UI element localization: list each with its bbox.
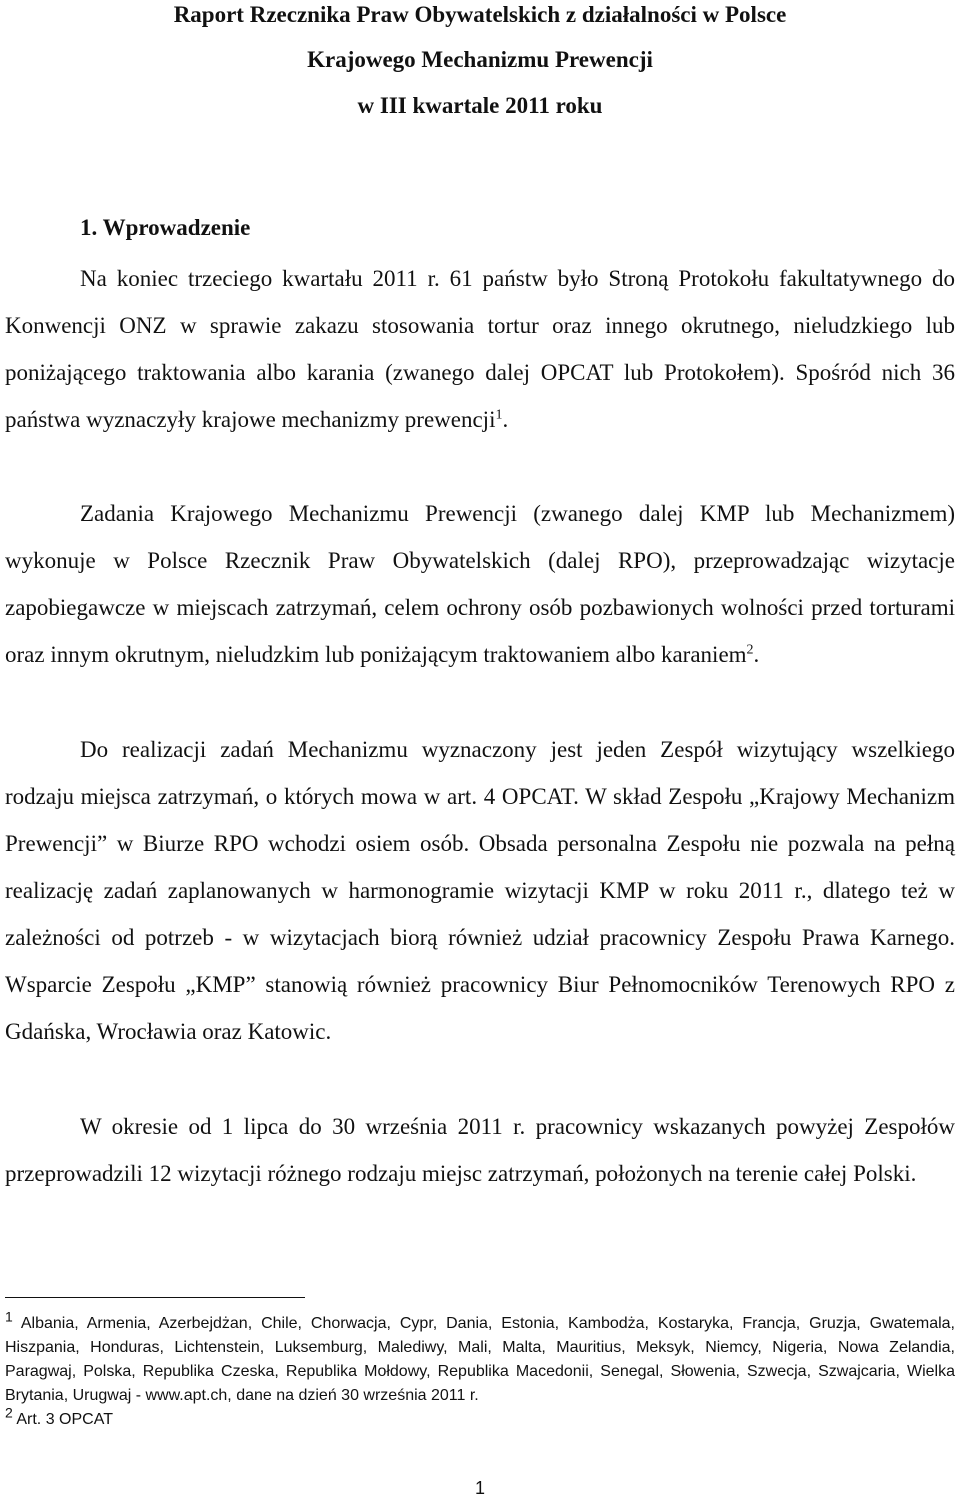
paragraph-kmp-tasks-end: . [753,642,760,667]
footnote-separator [5,1297,305,1298]
paragraph-visits-summary: W okresie od 1 lipca do 30 września 2011 r. pracownicy wskazanych powyżej Zespołów przeprowadzili 12 wizytacji różnego rodzaju miejsc zatrzymań, położonych na terenie całej Polski. [5,1114,955,1186]
paragraph-introduction-text: Na koniec trzeciego kwartału 2011 r. 61 państw było Stroną Protokołu fakultatywnego do Konwencji ONZ w sprawie zakazu stosowania tortur oraz innego okrutnego, nieludzkiego lub poniżającego traktowania albo karania (zwanego dalej OPCAT lub Protokołem). Spośród nich 36 państwa wyznaczyły krajowe mechanizmy prewencji [5,266,955,432]
report-title-line-1: Raport Rzecznika Praw Obywatelskich z działalności w Polsce [173,2,787,27]
paragraph-introduction-end: . [502,407,509,432]
footnote-ref-1: 1 [495,407,503,423]
footnote-1-marker: 1 [5,1308,13,1325]
footnote-2-marker: 2 [5,1404,13,1421]
page-number: 1 [474,1478,485,1498]
footnote-ref-2: 2 [746,642,754,658]
footnote-2-text: Art. 3 OPCAT [12,1411,113,1428]
footnotes-section [5,1308,955,1432]
footnote-2 [5,1404,955,1432]
footnote-1-text: Albania, Armenia, Azerbejdżan, Chile, Chorwacja, Cypr, Dania, Estonia, Kambodża, Kostaryka, Francja, Gruzja, Gwatemala, Hiszpania, Honduras, Lichtenstein, Luksemburg, Malediwy, Mali, Malta, Mauritius, Meksyk, Niemcy, Nigeria, Nowa Zelandia, Paragwaj, Polska, Republika Czeska, Republika Mołdowy, Republika Macedonii, Senegal, Słowenia, Szwecja, Szwajcaria, Wielka Brytania, Urugwaj - www.apt.ch, dane na dzień 30 września 2011 r. [5,1315,955,1404]
paragraph-kmp-tasks-text: Zadania Krajowego Mechanizmu Prewencji (zwanego dalej KMP lub Mechanizmem) wykonuje w Polsce Rzecznik Praw Obywatelskich (dalej RPO), przeprowadzając wizytacje zapobiegawcze w miejscach zatrzymań, celem ochrony osób pozbawionych wolności przed torturami oraz innym okrutnym, nieludzkim lub poniżającym traktowaniem albo karaniem [5,501,955,667]
section-heading: 1. Wprowadzenie [80,215,251,240]
paragraph-introduction [5,255,955,443]
report-title-line-2: Krajowego Mechanizmu Prewencji [307,47,653,72]
paragraph-kmp-tasks [5,490,955,678]
footnote-1 [5,1308,955,1408]
report-title-line-3: w III kwartale 2011 roku [357,93,603,118]
paragraph-team-composition: Do realizacji zadań Mechanizmu wyznaczony jest jeden Zespół wizytujący wszelkiego rodzaju miejsca zatrzymań, o których mowa w art. 4 OPCAT. W skład Zespołu „Krajowy Mechanizm Prewencji” w Biurze RPO wchodzi osiem osób. Obsada personalna Zespołu nie pozwala na pełną realizację zadań zaplanowanych w harmonogramie wizytacji KMP w roku 2011 r., dlatego też w zależności od potrzeb - w wizytacjach biorą również udział pracownicy Zespołu Prawa Karnego. Wsparcie Zespołu „KMP” stanowią również pracownicy Biur Pełnomocników Terenowych RPO z Gdańska, Wrocławia oraz Katowic. [5,737,955,1044]
